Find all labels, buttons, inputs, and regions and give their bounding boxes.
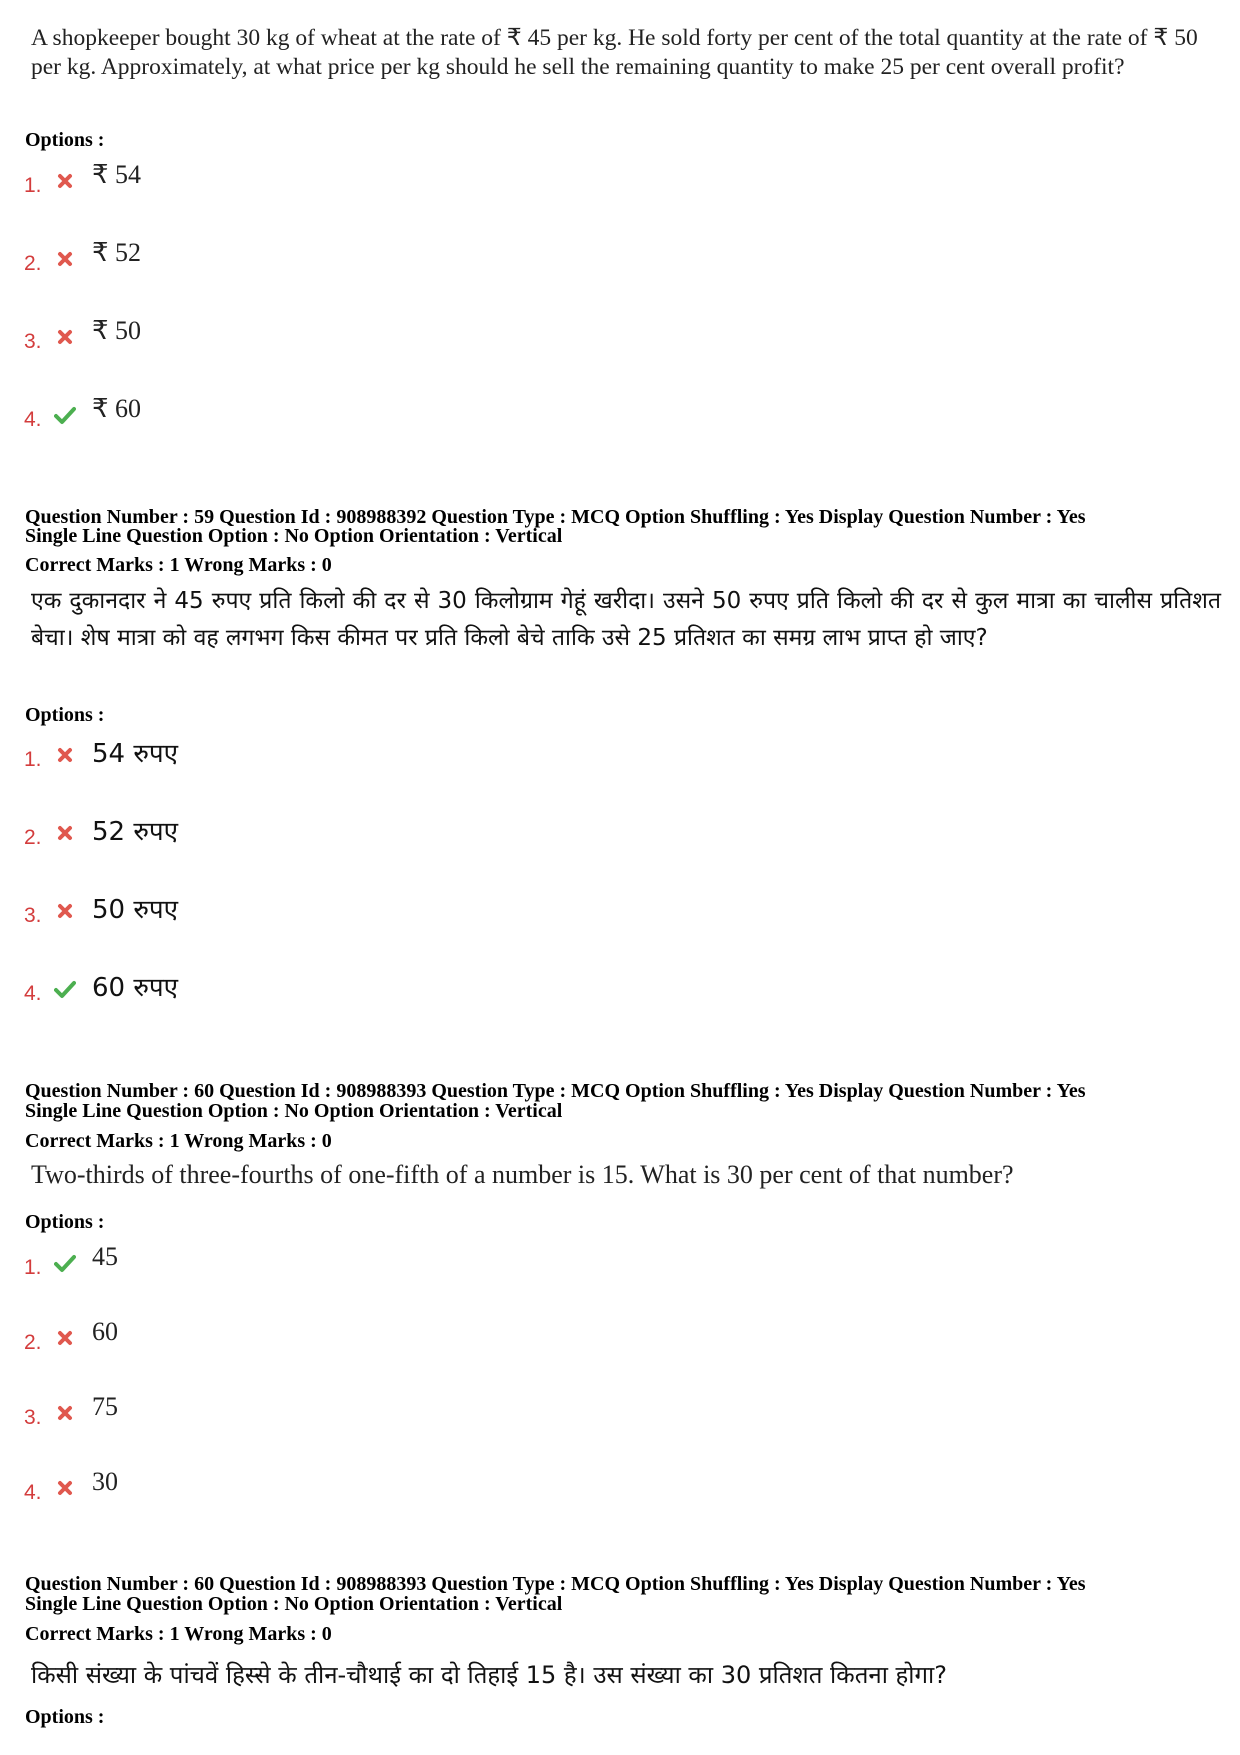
cross-mark-icon <box>54 744 76 766</box>
cross-mark-icon <box>54 170 76 192</box>
option-number: 3. <box>24 904 42 927</box>
option-item <box>24 890 424 930</box>
question-meta-line-1: Question Number : 60 Question Id : 908988393 Question Type : MCQ Option Shuffling : Yes Display Question Number : Yes <box>25 1080 1086 1102</box>
cross-mark-icon <box>54 326 76 348</box>
options-label: Options : <box>25 704 105 726</box>
option-item <box>24 812 424 852</box>
options-label: Options : <box>25 1211 105 1233</box>
question-text: A shopkeeper bought 30 kg of wheat at the rate of ₹ 45 per kg. He sold forty per cent of the total quantity at the rate of ₹ 50 per kg. Approximately, at what price per kg should he sell the remaining quantity to make 25 per cent overall profit? <box>31 25 1198 80</box>
options-label: Options : <box>25 1706 105 1728</box>
option-number: 4. <box>24 1481 42 1504</box>
cross-mark-icon <box>54 900 76 922</box>
option-text: ₹ 50 <box>92 316 142 345</box>
option-number: 1. <box>24 174 42 197</box>
option-text: 60 <box>92 1317 118 1346</box>
option-text: 30 <box>92 1467 118 1496</box>
option-number: 2. <box>24 252 42 275</box>
option-text: ₹ 52 <box>92 238 142 267</box>
question-text: Two-thirds of three-fourths of one-fifth of a number is 15. What is 30 per cent of that number? <box>31 1160 1014 1189</box>
question-meta-line-2: Single Line Question Option : No Option Orientation : Vertical <box>25 1593 563 1615</box>
option-number: 4. <box>24 982 42 1005</box>
option-number: 2. <box>24 1331 42 1354</box>
option-item <box>24 1467 424 1507</box>
options-label: Options : <box>25 129 105 151</box>
option-number: 2. <box>24 826 42 849</box>
option-item <box>24 394 424 434</box>
cross-mark-icon <box>54 1402 76 1424</box>
option-item <box>24 968 424 1008</box>
option-text: 54 रुपए <box>92 739 179 769</box>
option-item <box>24 734 424 774</box>
check-mark-icon <box>54 404 76 426</box>
option-item <box>24 1242 424 1282</box>
option-text: 52 रुपए <box>92 817 179 847</box>
option-item <box>24 1317 424 1357</box>
question-meta-line-2: Single Line Question Option : No Option Orientation : Vertical <box>25 525 563 547</box>
marks-info: Correct Marks : 1 Wrong Marks : 0 <box>25 554 332 576</box>
option-item <box>24 238 424 278</box>
question-meta-line-1: Question Number : 59 Question Id : 908988392 Question Type : MCQ Option Shuffling : Yes Display Question Number : Yes <box>25 506 1086 528</box>
question-text: किसी संख्या के पांचवें हिस्से के तीन-चौथाई का दो तिहाई 15 है। उस संख्या का 30 प्रतिशत कितना होगा? <box>31 1661 947 1689</box>
option-text: 50 रुपए <box>92 895 179 925</box>
option-text: ₹ 54 <box>92 160 142 189</box>
option-text: 45 <box>92 1242 118 1271</box>
question-meta-line-2: Single Line Question Option : No Option Orientation : Vertical <box>25 1100 563 1122</box>
cross-mark-icon <box>54 248 76 270</box>
option-item <box>24 1392 424 1432</box>
option-number: 4. <box>24 408 42 431</box>
check-mark-icon <box>54 978 76 1000</box>
option-item <box>24 316 424 356</box>
option-text: 60 रुपए <box>92 973 179 1003</box>
check-mark-icon <box>54 1252 76 1274</box>
marks-info: Correct Marks : 1 Wrong Marks : 0 <box>25 1130 332 1152</box>
cross-mark-icon <box>54 1477 76 1499</box>
option-item <box>24 160 424 200</box>
question-meta-line-1: Question Number : 60 Question Id : 908988393 Question Type : MCQ Option Shuffling : Yes Display Question Number : Yes <box>25 1573 1086 1595</box>
question-text: एक दुकानदार ने 45 रुपए प्रति किलो की दर से 30 किलोग्राम गेहूं खरीदा। उसने 50 रुपए प्रति किलो की दर से कुल मात्रा का चालीस प्रतिशत बेचा। शेष मात्रा को वह लगभग किस कीमत पर प्रति किलो बेचे ताकि उसे 25 प्रतिशत का समग्र लाभ प्राप्त हो जाए? <box>31 588 1221 651</box>
option-text: 75 <box>92 1392 118 1421</box>
cross-mark-icon <box>54 822 76 844</box>
option-number: 1. <box>24 748 42 771</box>
option-number: 1. <box>24 1256 42 1279</box>
option-number: 3. <box>24 1406 42 1429</box>
option-number: 3. <box>24 330 42 353</box>
marks-info: Correct Marks : 1 Wrong Marks : 0 <box>25 1623 332 1645</box>
option-text: ₹ 60 <box>92 394 142 423</box>
cross-mark-icon <box>54 1327 76 1349</box>
